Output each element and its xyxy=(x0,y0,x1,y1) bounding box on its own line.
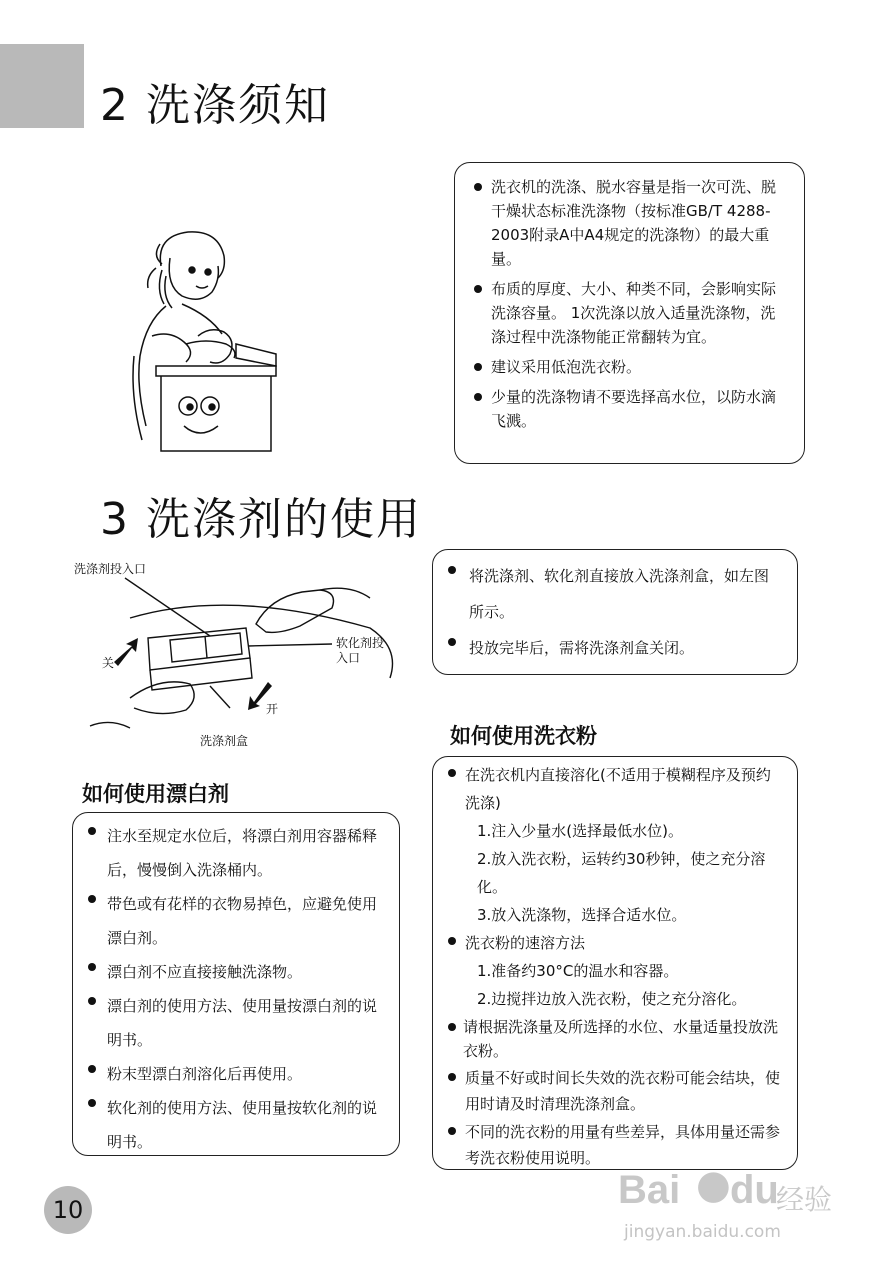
section2-note: 布质的厚度、大小、种类不同，会影响实际洗涤容量。 1次洗涤以放入适量洗涤物，洗涤过程中洗涤物能正常翻转为宜。 xyxy=(473,277,790,349)
bleach-box xyxy=(72,812,400,1156)
section2-note: 洗衣机的洗涤、脱水容量是指一次可洗、脱干燥状态标准洗涤物（按标准GB/T 4288-2003附录A中A4规定的洗涤物）的最大重量。 xyxy=(473,175,790,271)
section3-note: 将洗涤剂、软化剂直接放入洗涤剂盒，如左图所示。 xyxy=(447,558,783,630)
paw-icon: ● xyxy=(696,1162,731,1208)
watermark xyxy=(618,1160,838,1250)
powder-box xyxy=(432,756,798,1170)
powder-step: 1.准备约30°C的温水和容器。 xyxy=(477,962,679,980)
detergent-drawer-diagram xyxy=(70,558,410,758)
watermark-url: jingyan.baidu.com xyxy=(624,1222,781,1242)
section3-title: 3 洗涤剂的使用 xyxy=(100,494,422,545)
powder-heading: 如何使用洗衣粉 xyxy=(450,724,597,748)
powder-item: 洗衣粉的速溶方法 xyxy=(447,929,785,957)
bleach-item: 软化剂的使用方法、使用量按软化剂的说明书。 xyxy=(87,1091,387,1159)
section2-notes-box xyxy=(454,162,805,464)
bleach-item: 漂白剂不应直接接触洗涤物。 xyxy=(87,955,387,989)
powder-step: 2.边搅拌边放入洗衣粉，使之充分溶化。 xyxy=(477,990,747,1008)
bleach-item: 注水至规定水位后，将漂白剂用容器稀释后，慢慢倒入洗涤桶内。 xyxy=(87,819,387,887)
powder-step: 1.注入少量水(选择最低水位)。 xyxy=(477,822,684,840)
label-close: 关 xyxy=(102,656,115,670)
powder-item: 请根据洗涤量及所选择的水位、水量适量投放洗衣粉。 xyxy=(447,1015,785,1063)
powder-step: 2.放入洗衣粉，运转约30秒钟，使之充分溶化。 xyxy=(477,850,766,896)
label-open: 开 xyxy=(266,702,279,716)
section3-note: 投放完毕后，需将洗涤剂盒关闭。 xyxy=(447,630,783,666)
watermark-brand: Bai xyxy=(618,1168,681,1212)
powder-step: 3.放入洗涤物，选择合适水位。 xyxy=(477,906,687,924)
woman-loading-washer-illustration xyxy=(126,226,286,456)
label-detergent-inlet: 洗涤剂投入口 xyxy=(74,562,147,576)
section2-title: 2 洗涤须知 xyxy=(100,80,330,131)
watermark-brand-2: du xyxy=(730,1168,779,1212)
label-detergent-box: 洗涤剂盒 xyxy=(200,734,249,748)
bleach-item: 漂白剂的使用方法、使用量按漂白剂的说明书。 xyxy=(87,989,387,1057)
bleach-item: 粉末型漂白剂溶化后再使用。 xyxy=(87,1057,387,1091)
powder-item: 不同的洗衣粉的用量有些差异，具体用量还需参考洗衣粉使用说明。 xyxy=(447,1119,785,1171)
section3-notes-box xyxy=(432,549,798,675)
section2-note: 建议采用低泡洗衣粉。 xyxy=(473,355,790,379)
powder-item: 质量不好或时间长失效的洗衣粉可能会结块，使用时请及时清理洗涤剂盒。 xyxy=(447,1065,785,1117)
bleach-item: 带色或有花样的衣物易掉色，应避免使用漂白剂。 xyxy=(87,887,387,955)
bleach-heading: 如何使用漂白剂 xyxy=(82,782,229,806)
label-softener-inlet: 软化剂投入口 xyxy=(336,636,385,665)
section2-note: 少量的洗涤物请不要选择高水位，以防水滴飞溅。 xyxy=(473,385,790,433)
watermark-cn: 经验 xyxy=(776,1183,833,1216)
section-tab xyxy=(0,44,84,128)
page-number: 10 xyxy=(44,1186,92,1234)
close-arrow-icon xyxy=(114,638,138,666)
powder-item: 在洗衣机内直接溶化(不适用于模糊程序及预约洗涤) xyxy=(447,761,785,817)
